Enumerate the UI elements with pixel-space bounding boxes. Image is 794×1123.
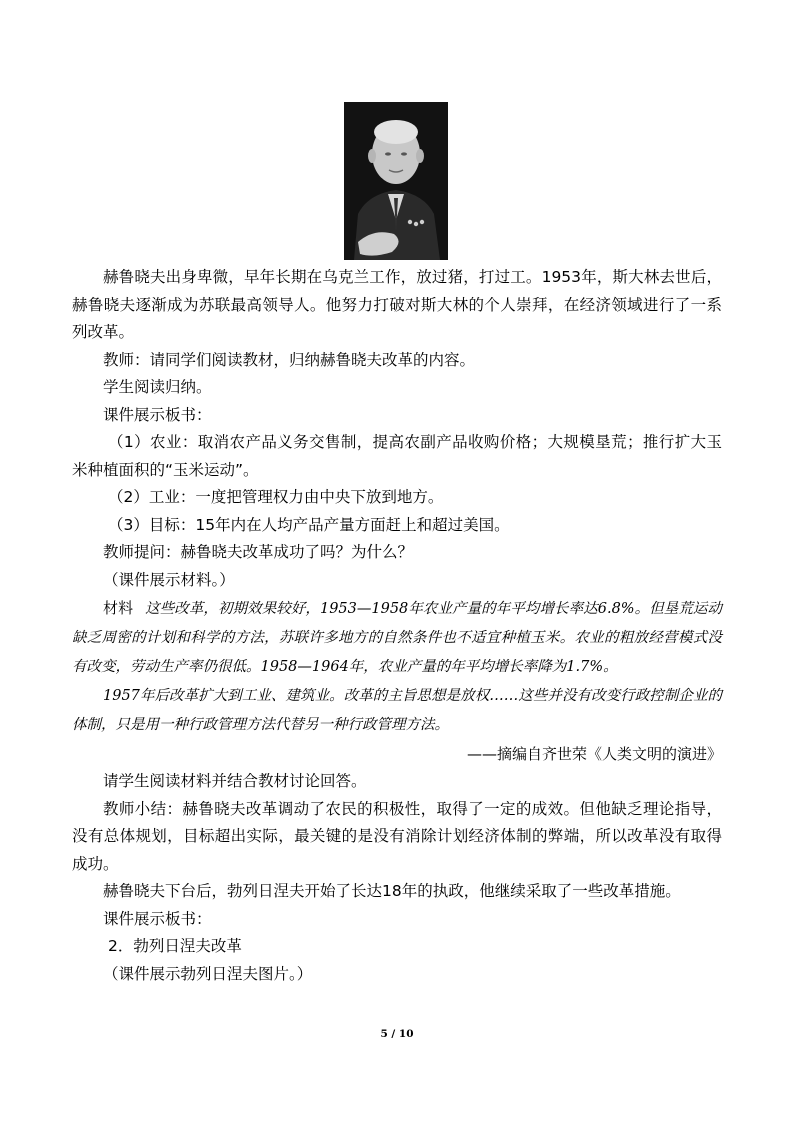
paragraph: 赫鲁晓夫下台后，勃列日涅夫开始了长达18年的执政，他继续采取了一些改革措施。 xyxy=(103,882,681,900)
paragraph: 教师小结：赫鲁晓夫改革调动了农民的积极性，取得了一定的成效。但他缺乏理论指导，没有总体规划，目标超出实际，最关键的是没有消除计划经济体制的弊端，所以改革没有取得成功。 xyxy=(72,799,722,873)
material-text: 这些改革，初期效果较好，1953—1958年农业产量的年平均增长率达6.8%。但垦荒运动缺乏周密的计划和科学的方法，苏联许多地方的自然条件也不适宜种植玉米。农业的粗放经营模式没有改变，劳动生产率仍很低。1958—1964年，农业产量的年平均增长率降为1.7%。 xyxy=(72,601,722,675)
paragraph: 课件展示板书： xyxy=(103,909,212,928)
page-number: 5 / 10 xyxy=(380,1028,414,1040)
list-item: （1）农业：取消农产品义务交售制，提高农副产品收购价格；大规模垦荒；推行扩大玉米种植面积的“玉米运动”。 xyxy=(72,433,722,479)
material-quote: 1957年后改革扩大到工业、建筑业。改革的主旨思想是放权……这些并没有改变行政控制企业的体制，只是用一种行政管理方法代替另一种行政管理方法。 xyxy=(72,688,722,733)
paragraph: （课件展示材料。） xyxy=(103,570,235,589)
paragraph: （课件展示勃列日涅夫图片。） xyxy=(103,964,313,983)
material-tag: 材料 xyxy=(103,599,134,617)
list-item: （2）工业：一度把管理权力由中央下放到地方。 xyxy=(108,488,444,506)
paragraph: 教师：请同学们阅读教材，归纳赫鲁晓夫改革的内容。 xyxy=(103,350,476,369)
paragraph: 课件展示板书： xyxy=(103,405,212,424)
list-item: （3）目标：15年内在人均产品产量方面赶上和超过美国。 xyxy=(108,515,510,534)
quote-source: ——摘编自齐世荣《人类文明的演进》 xyxy=(466,745,722,763)
paragraph: 赫鲁晓夫出身卑微，早年长期在乌克兰工作，放过猪，打过工。1953年，斯大林去世后，赫鲁晓夫逐渐成为苏联最高领导人。他努力打破对斯大林的个人崇拜，在经济领域进行了一系列改革。 xyxy=(72,268,722,341)
paragraph: 教师提问：赫鲁晓夫改革成功了吗？为什么？ xyxy=(103,543,414,561)
main-text xyxy=(72,264,722,988)
material-quote xyxy=(72,594,722,682)
paragraph: 请学生阅读材料并结合教材讨论回答。 xyxy=(103,772,367,790)
portrait-photo xyxy=(344,102,448,260)
section-heading: 2．勃列日涅夫改革 xyxy=(108,937,242,955)
paragraph: 学生阅读归纳。 xyxy=(103,378,212,396)
